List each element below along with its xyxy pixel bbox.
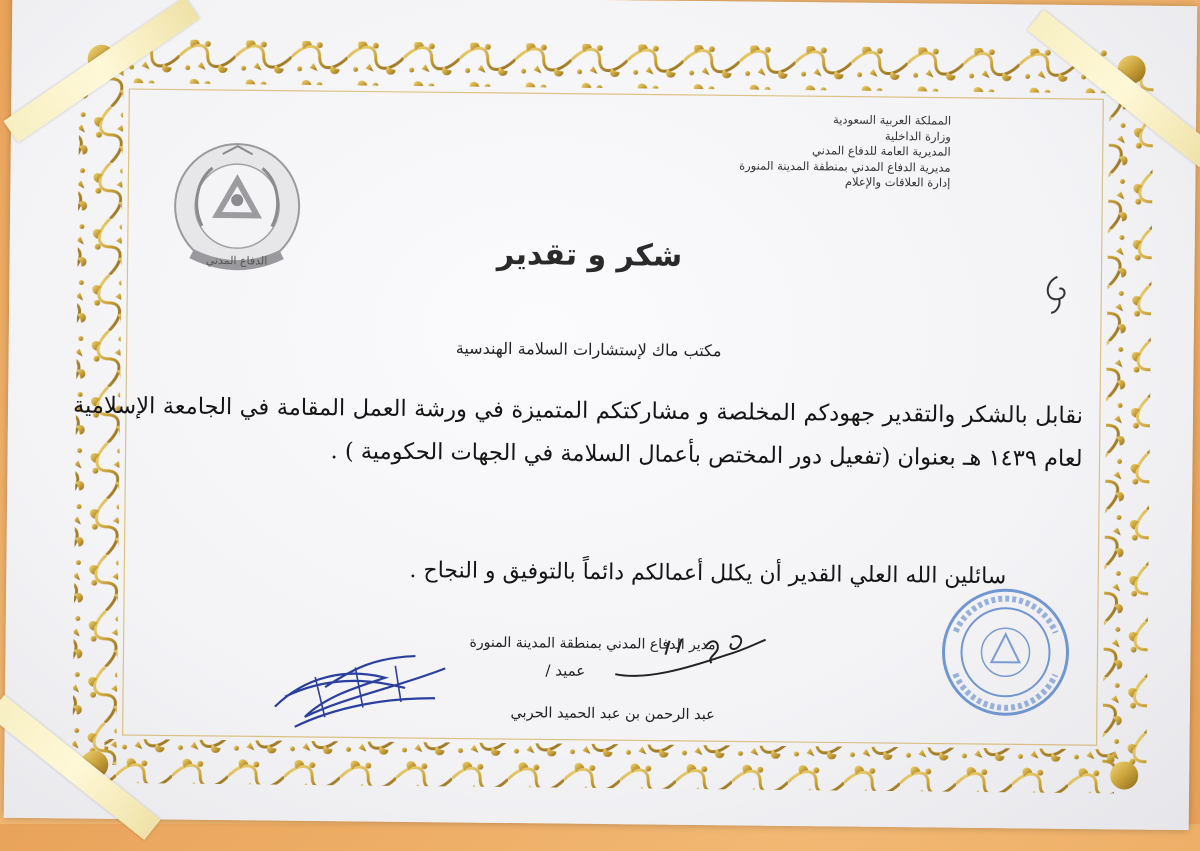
- signature-scribble: [265, 637, 476, 739]
- official-stamp: [935, 582, 1076, 723]
- header-line-kingdom: المملكة العربية السعودية: [833, 112, 952, 128]
- certificate-closing: سائلين الله العلي القدير أن يكلل أعمالكم دائماً بالتوفيق و النجاح .: [409, 558, 1007, 590]
- header-line-ministry: وزارة الداخلية: [884, 128, 951, 144]
- header-line-directorate: المديرية العامة للدفاع المدني: [811, 143, 951, 159]
- certificate-paper: [4, 0, 1198, 830]
- certificate-body: نقابل بالشكر والتقدير جهودكم المخلصة و مشاركتكم المتميزة في ورشة العمل المقامة في الجامعة الإسلامية لعام ١٤٣٩ هـ بعنوان (تفعيل دور المختص بأعمال السلامة في الجهات الحكومية ) .: [72, 392, 1084, 473]
- handwritten-mark: [1039, 273, 1079, 317]
- certificate-title: شكر و تقدير: [496, 236, 683, 274]
- handwritten-date: [605, 624, 776, 696]
- recipient-name: مكتب ماك لإستشارات السلامة الهندسية: [455, 338, 722, 361]
- signatory-name: عبد الرحمن بن عبد الحميد الحربي: [510, 705, 715, 724]
- header-line-region: مديرية الدفاع المدني بمنطقة المدينة المنورة: [739, 157, 951, 175]
- emblem-label: الدفاع المدني: [205, 253, 268, 268]
- signatory-rank: عميد /: [545, 661, 586, 680]
- header-line-department: إدارة العلاقات والإعلام: [844, 174, 951, 190]
- signatory-role: مدير الدفاع المدني بمنطقة المدينة المنورة: [469, 634, 716, 654]
- header-block: [739, 111, 951, 191]
